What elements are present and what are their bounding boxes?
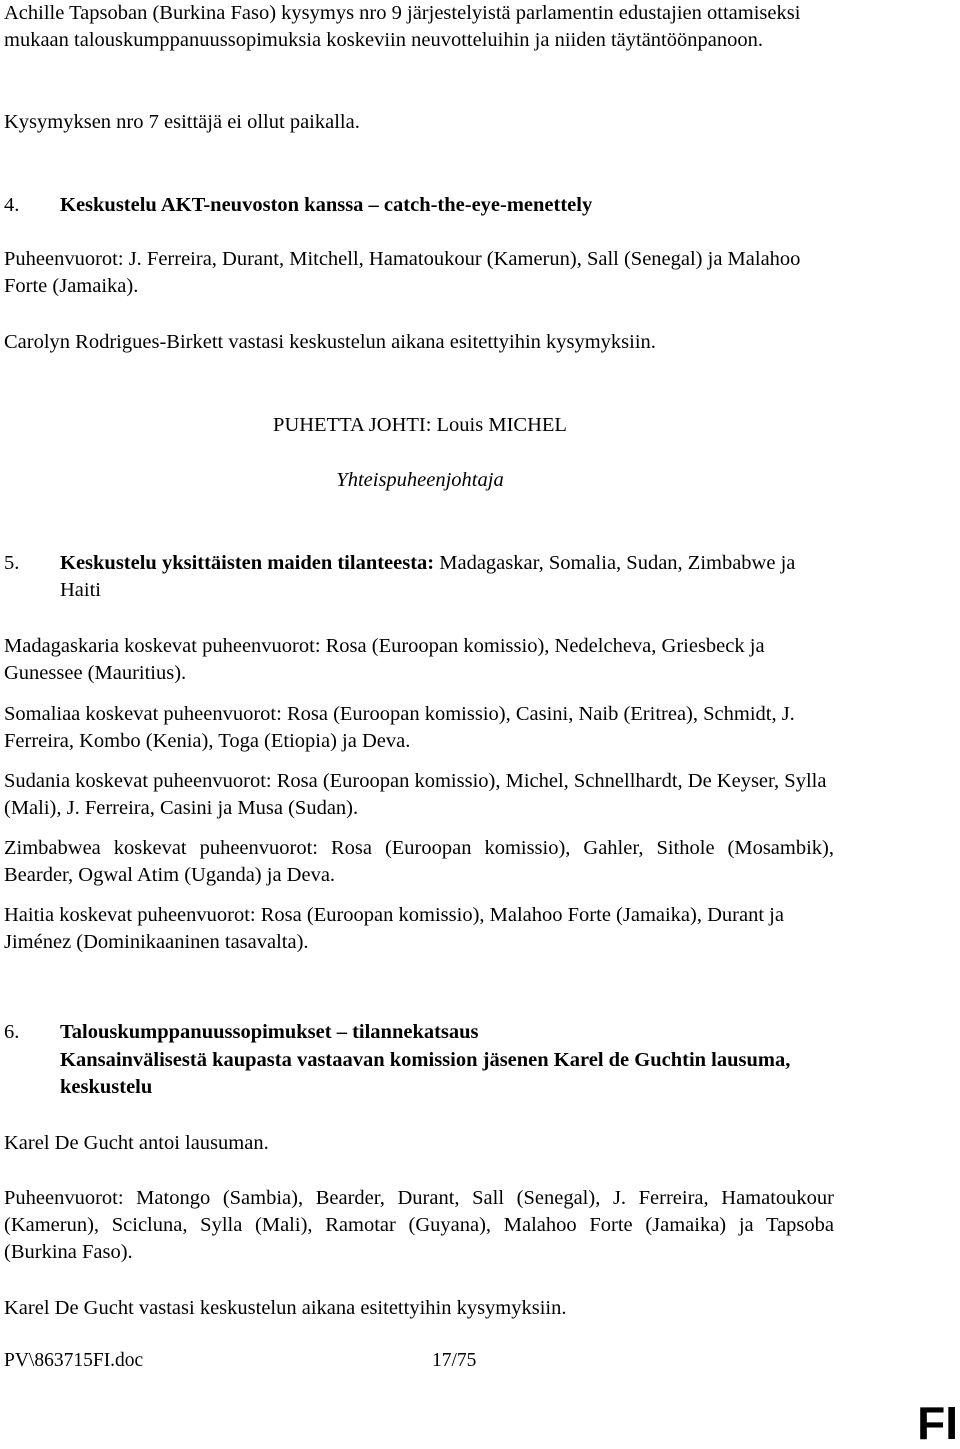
paragraph-question-7: Kysymyksen nro 7 esittäjä ei ollut paikalla. [4,111,360,133]
language-code: FI [917,1397,958,1449]
paragraph-madagascar: Madagaskaria koskevat puheenvuorot: Rosa (Euroopan komissio), Nedelcheva, Griesbeck ja Gunessee (Mauritius). [4,635,765,684]
item-number: 4. [4,194,20,216]
item-number: 6. [4,1021,20,1043]
item-title: Talouskumppanuussopimukset – tilannekatsaus [60,1021,479,1043]
paragraph-sudan: Sudania koskevat puheenvuorot: Rosa (Euroopan komissio), Michel, Schnellhardt, De Keyser, Sylla (Mali), J. Ferreira, Casini ja Musa (Sudan). [4,770,827,819]
paragraph-de-gucht-statement: Karel De Gucht antoi lausuman. [4,1132,269,1154]
paragraph-tapsoban-question: Achille Tapsoban (Burkina Faso) kysymys nro 9 järjestelyistä parlamentin edustajien ottamiseksi mukaan talouskumppanuussopimuksia koskeviin neuvotteluihin ja niiden täytäntöönpanoon. [4,2,801,51]
item-subtitle: Kansainvälisestä kaupasta vastaavan komission jäsenen Karel de Guchtin lausuma, keskustelu [60,1049,791,1098]
paragraph-zimbabwe: Zimbabwea koskevat puheenvuorot: Rosa (Euroopan komissio), Gahler, Sithole (Mosambik), Bearder, Ogwal Atim (Uganda) ja Deva. [4,837,834,886]
paragraph-speakers-item4: Puheenvuorot: J. Ferreira, Durant, Mitchell, Hamatoukour (Kamerun), Sall (Senegal) ja Malahoo Forte (Jamaika). [4,248,801,297]
footer-page-number: 17/75 [432,1350,477,1371]
chair-heading: PUHETTA JOHTI: Louis MICHEL [273,414,567,436]
paragraph-rodrigues-birkett: Carolyn Rodrigues-Birkett vastasi keskustelun aikana esitettyihin kysymyksiin. [4,331,656,353]
item-title-bold: Keskustelu yksittäisten maiden tilanteesta: [60,552,435,574]
paragraph-de-gucht-answer: Karel De Gucht vastasi keskustelun aikana esitettyihin kysymyksiin. [4,1297,567,1319]
item-number: 5. [4,552,20,574]
paragraph-haiti: Haitia koskevat puheenvuorot: Rosa (Euroopan komissio), Malahoo Forte (Jamaika), Durant ja Jiménez (Dominikaaninen tasavalta). [4,904,784,953]
footer-doc-ref: PV\863715FI.doc [4,1350,144,1371]
item-title-rest: Madagaskar, Somalia, Sudan, Zimbabwe ja Haiti [60,552,796,601]
item-title [60,550,835,604]
paragraph-speakers-item6: Puheenvuorot: Matongo (Sambia), Bearder, Durant, Sall (Senegal), J. Ferreira, Hamatoukour (Kamerun), Scicluna, Sylla (Mali), Ramotar (Guyana), Malahoo Forte (Jamaika) ja Tapsoba (Burkina Faso). [4,1187,834,1263]
item-title: Keskustelu AKT-neuvoston kanssa – catch-the-eye-menettely [60,194,593,216]
chair-role: Yhteispuheenjohtaja [336,469,504,491]
paragraph-somalia: Somaliaa koskevat puheenvuorot: Rosa (Euroopan komissio), Casini, Naib (Eritrea), Schmidt, J. Ferreira, Kombo (Kenia), Toga (Etiopia) ja Deva. [4,703,795,752]
